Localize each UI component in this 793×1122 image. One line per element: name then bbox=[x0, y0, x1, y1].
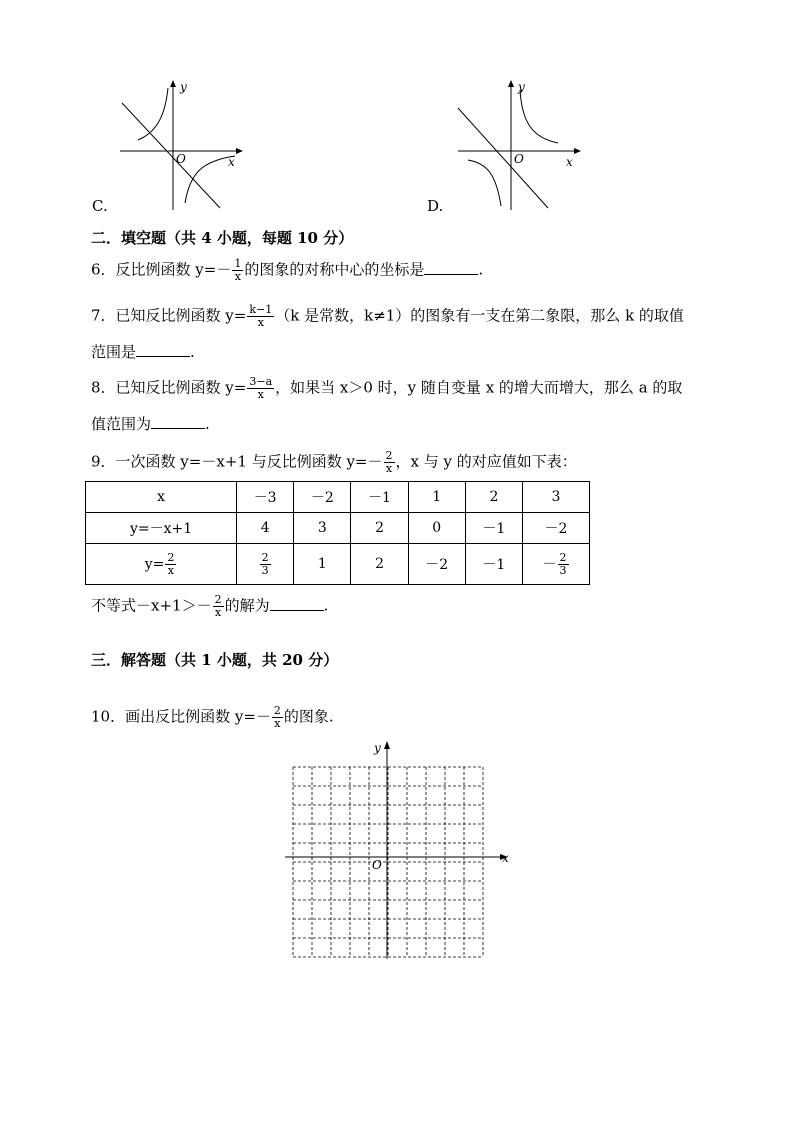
drawing-grid[interactable] bbox=[280, 738, 520, 960]
table-row: x －3 －2 －1 1 2 3 bbox=[86, 482, 590, 513]
question-7-line2: 范围是 . bbox=[91, 343, 195, 361]
question-8: 8．已知反比例函数 y= $\frac{3-a}{x}$ ，如果当 x＞0 时，y 随自变量 x 的增大而增大，那么 a 的取 bbox=[91, 375, 683, 401]
table-row: y=－x+1 4 3 2 0 －1 －2 bbox=[86, 513, 590, 544]
question-9: 9．一次函数 y=－x+1 与反比例函数 y=－ $\frac{2}{x}$ ，x 与 y 的对应值如下表： bbox=[91, 449, 577, 475]
y-axis-label: y bbox=[518, 80, 525, 94]
x-axis-label: x bbox=[502, 851, 509, 865]
answer-blank-9[interactable] bbox=[270, 596, 324, 611]
x-axis-label: x bbox=[228, 155, 235, 169]
question-9-inequality: 不等式－x+1＞－ $\frac{2}{x}$ 的解为 . bbox=[91, 593, 329, 619]
section2-title: 二．填空题（共 4 小题，每题 10 分） bbox=[91, 229, 354, 247]
x-axis-label: x bbox=[566, 155, 573, 169]
question-10: 10．画出反比例函数 y=－ $\frac{2}{x}$ 的图象. bbox=[91, 704, 334, 730]
value-table bbox=[85, 481, 590, 585]
y-axis-label: y bbox=[374, 741, 381, 755]
table-row: y= $\frac{2}{x}$ $\frac{2}{3}$ 1 2 －2 －1 － $\frac{2}{3}$ bbox=[86, 544, 590, 585]
question-7: 7．已知反比例函数 y= $\frac{k-1}{x}$ （k 是常数，k≠1）的图象有一支在第二象限，那么 k 的取值 bbox=[91, 303, 684, 329]
question-6: 6．反比例函数 y=－ $\frac{1}{x}$ 的图象的对称中心的坐标是 . bbox=[91, 257, 484, 283]
option-d-label: D. bbox=[427, 197, 444, 215]
origin-label: O bbox=[176, 152, 186, 166]
y-axis-label: y bbox=[180, 80, 187, 94]
answer-blank-6[interactable] bbox=[424, 260, 478, 275]
option-c-label: C. bbox=[92, 197, 108, 215]
origin-label: O bbox=[372, 858, 382, 872]
option-c-graph bbox=[110, 78, 250, 213]
option-d-graph bbox=[448, 78, 588, 213]
origin-label: O bbox=[514, 152, 524, 166]
answer-blank-7[interactable] bbox=[136, 342, 190, 357]
answer-blank-8[interactable] bbox=[151, 414, 205, 429]
section3-title: 三．解答题（共 1 小题，共 20 分） bbox=[91, 651, 339, 669]
question-8-line2: 值范围为 . bbox=[91, 415, 210, 433]
